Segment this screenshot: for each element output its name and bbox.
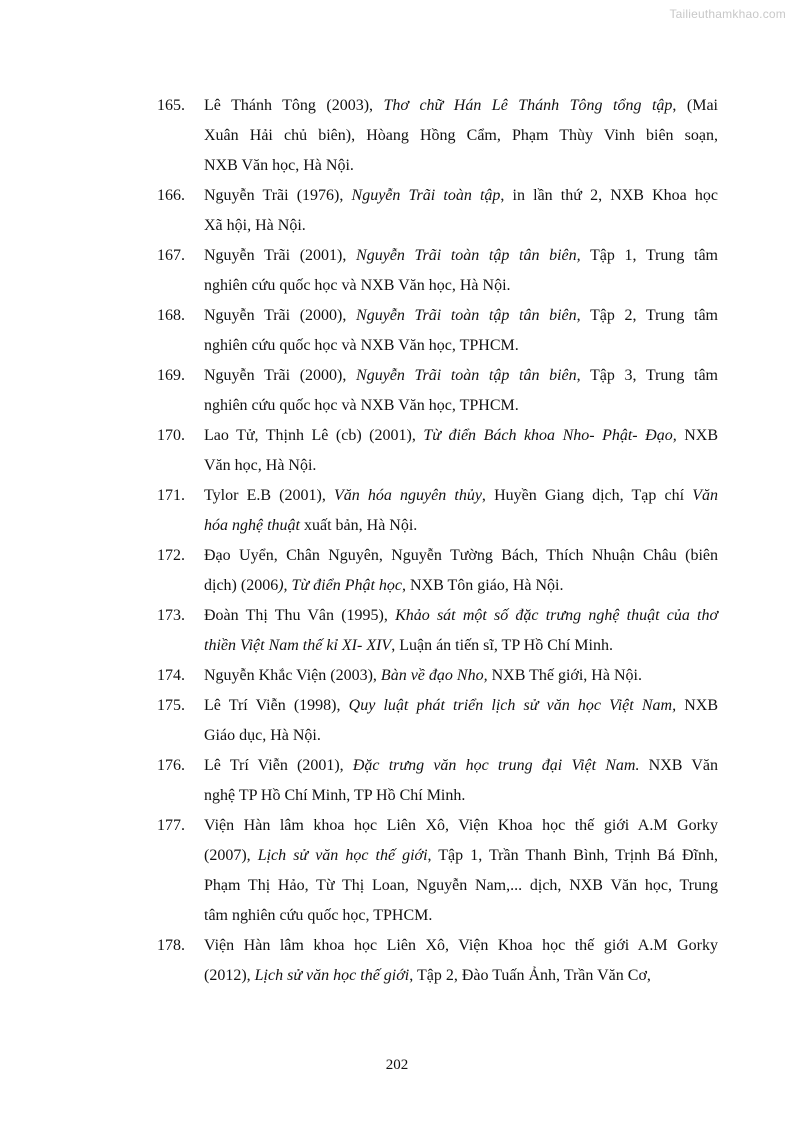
text-segment: tâm nghiên cứu quốc học, TPHCM. xyxy=(204,907,433,924)
italic-title-segment: Thơ chữ Hán Lê Thánh Tông tổng tập xyxy=(383,97,673,114)
reference-number: 178. xyxy=(157,937,185,954)
text-segment: Văn học, Hà Nội. xyxy=(204,457,317,474)
reference-entry xyxy=(0,751,794,811)
text-segment: NXB xyxy=(676,697,718,714)
reference-entry xyxy=(0,931,794,991)
reference-line xyxy=(204,511,718,541)
italic-title-segment: Đặc trưng văn học trung đại Việt Nam. xyxy=(352,757,640,774)
reference-entry xyxy=(0,301,794,361)
reference-entry xyxy=(0,541,794,601)
text-segment: , Huyền Giang dịch, Tạp chí xyxy=(481,487,693,504)
watermark: Tailieuthamkhao.com xyxy=(669,7,786,21)
reference-line xyxy=(204,241,718,271)
reference-number: 165. xyxy=(157,97,185,114)
italic-title-segment: Từ điển Bách khoa Nho- Phật- Đạo, xyxy=(423,427,677,444)
reference-text xyxy=(204,481,718,541)
text-segment: Nguyễn Trãi (2000), xyxy=(204,367,357,384)
reference-number: 170. xyxy=(157,427,185,444)
reference-line xyxy=(204,391,718,421)
text-segment: Nguyễn Trãi (2000), xyxy=(204,307,357,324)
italic-title-segment: Văn hóa nguyên thủy xyxy=(333,487,482,504)
reference-text xyxy=(204,301,718,361)
reference-line xyxy=(204,961,718,991)
reference-entry xyxy=(0,361,794,421)
italic-title-segment: ), Từ điển Phật học xyxy=(278,577,403,594)
reference-number: 171. xyxy=(157,487,185,504)
italic-title-segment: Nguyễn Trãi toàn tập tân biên xyxy=(356,307,577,324)
italic-title-segment: Lịch sử văn học thế giới xyxy=(257,847,428,864)
reference-number: 167. xyxy=(157,247,185,264)
reference-number: 169. xyxy=(157,367,185,384)
reference-line xyxy=(204,541,718,571)
italic-title-segment: Nguyễn Trãi toàn tập xyxy=(351,187,501,204)
reference-line xyxy=(204,871,718,901)
text-segment: , Luận án tiến sĩ, TP Hồ Chí Minh. xyxy=(391,637,613,654)
reference-line xyxy=(204,331,718,361)
reference-line xyxy=(204,751,718,781)
text-segment: Phạm Thị Hảo, Từ Thị Loan, Nguyễn Nam,... dịch, NXB Văn học, Trung xyxy=(204,877,718,894)
reference-line xyxy=(204,211,718,241)
text-segment: nghiên cứu quốc học và NXB Văn học, Hà Nội. xyxy=(204,277,511,294)
reference-line xyxy=(204,421,718,451)
reference-number: 176. xyxy=(157,757,185,774)
text-segment: NXB Văn xyxy=(639,757,718,774)
text-segment: , Tập 3, Trung tâm xyxy=(576,367,719,384)
reference-text xyxy=(204,931,718,991)
reference-entry xyxy=(0,91,794,181)
reference-text xyxy=(204,361,718,421)
text-segment: , Tập 2, Trung tâm xyxy=(576,307,719,324)
text-segment: , Tập 1, Trần Thanh Bình, Trịnh Bá Đĩnh, xyxy=(427,847,718,864)
text-segment: Lê Thánh Tông (2003), xyxy=(204,97,384,114)
reference-line xyxy=(204,691,718,721)
reference-line xyxy=(204,811,718,841)
text-segment: Xã hội, Hà Nội. xyxy=(204,217,306,234)
text-segment: (2012), xyxy=(204,967,255,984)
text-segment: Tylor E.B (2001), xyxy=(204,487,334,504)
text-segment: NXB Văn học, Hà Nội. xyxy=(204,157,354,174)
reference-text xyxy=(204,661,718,691)
reference-line xyxy=(204,121,718,151)
reference-number: 174. xyxy=(157,667,185,684)
reference-line xyxy=(204,481,718,511)
reference-line xyxy=(204,631,718,661)
text-segment: Lao Tử, Thịnh Lê (cb) (2001), xyxy=(204,427,424,444)
reference-number: 175. xyxy=(157,697,185,714)
reference-list xyxy=(0,91,794,991)
text-segment: , NXB Tôn giáo, Hà Nội. xyxy=(402,577,564,594)
text-segment: nghiên cứu quốc học và NXB Văn học, TPHCM. xyxy=(204,337,519,354)
italic-title-segment: Khảo sát một số đặc trưng nghệ thuật của thơ xyxy=(395,607,718,624)
reference-number: 172. xyxy=(157,547,185,564)
text-segment: Xuân Hải chủ biên), Hòang Hồng Cẩm, Phạm Thùy Vinh biên soạn, xyxy=(204,127,718,144)
text-segment: NXB Thế giới, Hà Nội. xyxy=(487,667,642,684)
reference-entry xyxy=(0,601,794,661)
text-segment: Đạo Uyển, Chân Nguyên, Nguyễn Tường Bách, Thích Nhuận Châu (biên xyxy=(204,547,718,564)
text-segment: Nguyễn Khắc Viện (2003), xyxy=(204,667,381,684)
reference-line xyxy=(204,301,718,331)
text-segment: Lê Trí Viễn (2001), xyxy=(204,757,353,774)
reference-text xyxy=(204,181,718,241)
reference-line xyxy=(204,931,718,961)
text-segment: Nguyễn Trãi (1976), xyxy=(204,187,352,204)
reference-text xyxy=(204,541,718,601)
text-segment: nghiên cứu quốc học và NXB Văn học, TPHCM. xyxy=(204,397,519,414)
italic-title-segment: Lịch sử văn học thế giới xyxy=(254,967,410,984)
reference-line xyxy=(204,601,718,631)
reference-line xyxy=(204,181,718,211)
reference-line xyxy=(204,901,718,931)
reference-line xyxy=(204,271,718,301)
text-segment: xuất bản, Hà Nội. xyxy=(300,517,418,534)
reference-text xyxy=(204,811,718,931)
reference-number: 168. xyxy=(157,307,185,324)
text-segment: , in lần thứ 2, NXB Khoa học xyxy=(500,187,719,204)
reference-line xyxy=(204,661,718,691)
reference-text xyxy=(204,691,718,751)
reference-line xyxy=(204,841,718,871)
text-segment: , (Mai xyxy=(672,97,718,114)
reference-line xyxy=(204,571,718,601)
reference-entry xyxy=(0,421,794,481)
italic-title-segment: Quy luật phát triển lịch sử văn học Việt Nam, xyxy=(348,697,677,714)
text-segment: nghệ TP Hồ Chí Minh, TP Hồ Chí Minh. xyxy=(204,787,466,804)
reference-entry xyxy=(0,241,794,301)
text-segment: dịch) (2006 xyxy=(204,577,279,594)
reference-line xyxy=(204,781,718,811)
reference-number: 173. xyxy=(157,607,185,624)
reference-text xyxy=(204,601,718,661)
reference-number: 166. xyxy=(157,187,185,204)
text-segment: Giáo dục, Hà Nội. xyxy=(204,727,321,744)
reference-entry xyxy=(0,811,794,931)
text-segment: Tập 1, Trung tâm xyxy=(580,247,719,264)
reference-text xyxy=(204,751,718,811)
text-segment: , Tập 2, Đào Tuấn Ảnh, Trần Văn Cơ, xyxy=(409,967,651,984)
reference-text xyxy=(204,421,718,481)
reference-entry xyxy=(0,181,794,241)
italic-title-segment: Nguyễn Trãi toàn tập tân biên xyxy=(356,367,577,384)
reference-line xyxy=(204,151,718,181)
reference-line xyxy=(204,451,718,481)
text-segment: Đoàn Thị Thu Vân (1995), xyxy=(204,607,396,624)
text-segment: Viện Hàn lâm khoa học Liên Xô, Viện Khoa học thế giới A.M Gorky xyxy=(204,937,718,954)
reference-entry xyxy=(0,481,794,541)
reference-entry xyxy=(0,691,794,751)
italic-title-segment: Nguyễn Trãi toàn tập tân biên, xyxy=(356,247,581,264)
text-segment: Nguyễn Trãi (2001), xyxy=(204,247,357,264)
reference-number: 177. xyxy=(157,817,185,834)
reference-line xyxy=(204,91,718,121)
reference-entry xyxy=(0,661,794,691)
text-segment: (2007), xyxy=(204,847,258,864)
italic-title-segment: hóa nghệ thuật xyxy=(204,517,300,534)
reference-text xyxy=(204,91,718,181)
reference-line xyxy=(204,361,718,391)
italic-title-segment: Văn xyxy=(692,487,719,504)
text-segment: NXB xyxy=(676,427,719,444)
text-segment: Viện Hàn lâm khoa học Liên Xô, Viện Khoa học thế giới A.M Gorky xyxy=(204,817,718,834)
text-segment: Lê Trí Viễn (1998), xyxy=(204,697,349,714)
page-number: 202 xyxy=(385,1057,409,1073)
reference-text xyxy=(204,241,718,301)
reference-line xyxy=(204,721,718,751)
italic-title-segment: Bàn về đạo Nho, xyxy=(380,667,488,684)
italic-title-segment: thiền Việt Nam thế kỉ XI- XIV xyxy=(204,637,392,654)
